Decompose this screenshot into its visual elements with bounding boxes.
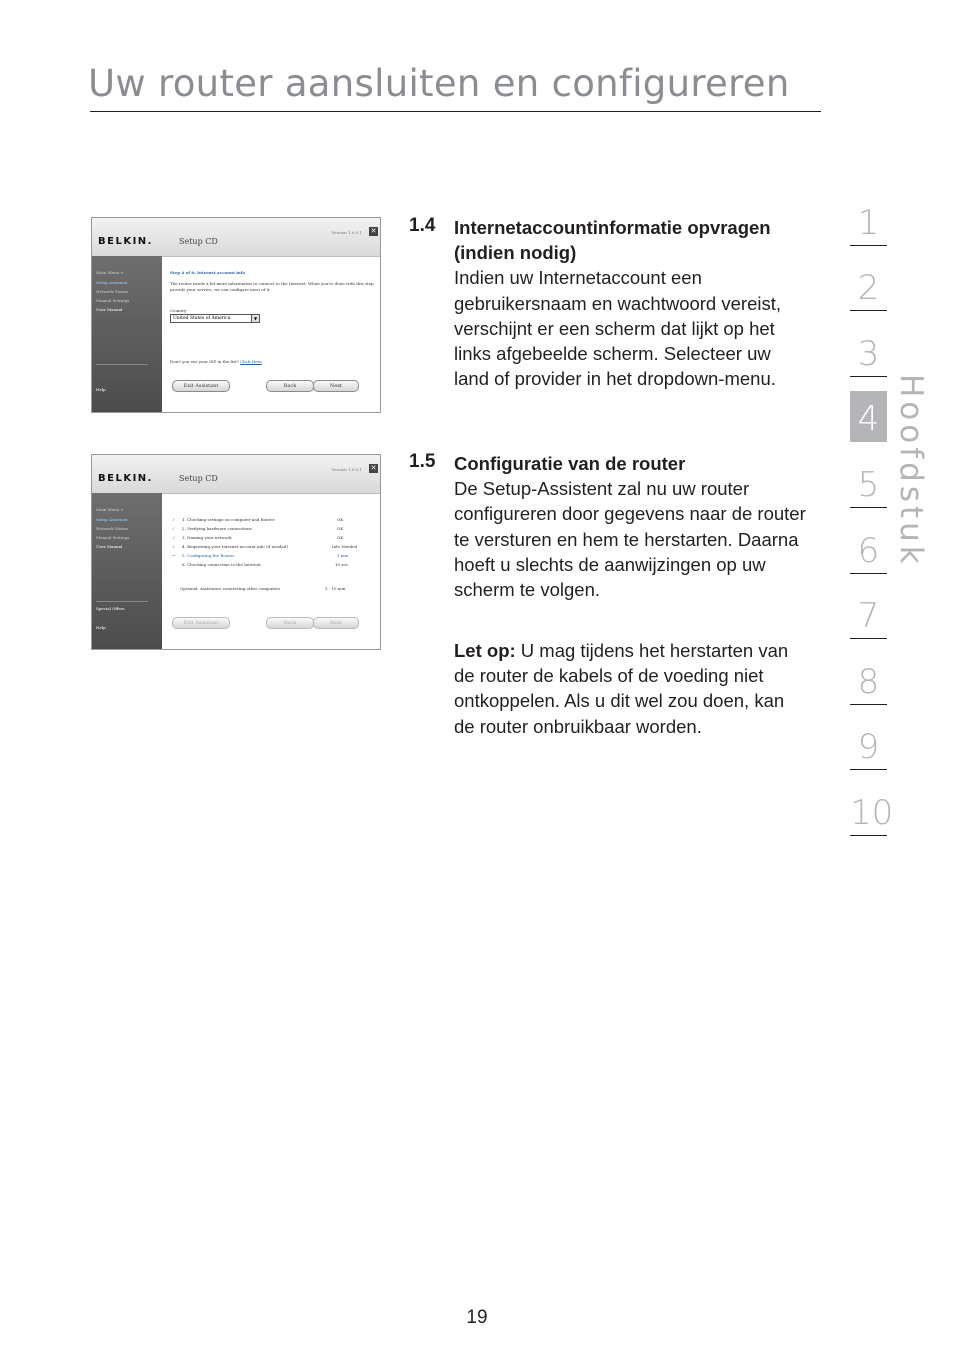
sidebar-divider bbox=[96, 364, 148, 365]
next-button[interactable]: Next bbox=[313, 380, 359, 392]
optional-step-label: Optional: Assistance connecting other computers bbox=[180, 586, 281, 591]
step-row bbox=[172, 544, 362, 549]
step-row bbox=[172, 535, 362, 540]
belkin-logo: BELKIN. bbox=[98, 236, 153, 247]
sidebar-item-setup-assistant[interactable]: Setup Assistant bbox=[96, 517, 128, 522]
sidebar bbox=[92, 256, 162, 412]
warning-note bbox=[454, 638, 809, 739]
sidebar-item-network-status[interactable]: Network Status bbox=[96, 289, 128, 294]
check-icon: ✓ bbox=[172, 544, 176, 549]
step-status: Info Needed bbox=[332, 544, 358, 549]
step-label: 5. Configuring the Router bbox=[182, 553, 235, 558]
page-title: Uw router aansluiten en configureren bbox=[88, 62, 790, 105]
back-button[interactable]: Back bbox=[266, 617, 314, 629]
step-status: OK bbox=[337, 517, 344, 522]
step-row-current bbox=[172, 553, 362, 558]
chapter-label: Hoofdstuk bbox=[893, 374, 929, 568]
optional-step-time: 5 - 15 min bbox=[325, 586, 346, 591]
check-icon: ✓ bbox=[172, 517, 176, 522]
step-status: OK bbox=[337, 526, 344, 531]
arrow-right-icon: → bbox=[172, 553, 176, 558]
chapter-tab-8[interactable]: 8 bbox=[850, 639, 887, 705]
country-select[interactable] bbox=[170, 314, 260, 323]
sidebar-item-help[interactable]: Help bbox=[96, 387, 106, 392]
intro-text: The router needs a bit more information to connect to the Internet. When you're done with this step, bbox=[170, 281, 375, 286]
title-divider bbox=[90, 111, 821, 112]
chapter-tab-4-active[interactable]: 4 bbox=[850, 377, 887, 443]
sidebar-item-user-manual[interactable]: User Manual bbox=[96, 307, 123, 312]
chevron-down-icon[interactable]: ▼ bbox=[251, 315, 259, 322]
sidebar-item-main-menu[interactable]: Main Menu > bbox=[96, 270, 124, 275]
chapter-tab-9[interactable]: 9 bbox=[850, 705, 887, 771]
check-icon: ✓ bbox=[172, 526, 176, 531]
section-internet-account bbox=[454, 215, 809, 391]
chapter-navigation bbox=[850, 180, 894, 836]
chapter-tab-10[interactable]: 10 bbox=[850, 770, 887, 836]
isp-link[interactable]: Click Here bbox=[240, 359, 262, 364]
sidebar-item-special-offers[interactable]: Special Offers bbox=[96, 606, 125, 611]
step-label: 1. Checking settings on computer and Router bbox=[182, 517, 275, 522]
close-icon[interactable]: ✕ bbox=[370, 465, 377, 472]
note-text: U mag tijdens het herstarten van de router de kabels of de voeding niet ontkoppelen. Als u dit wel zou doen, kan de router onbruikbaar worden. bbox=[454, 640, 789, 737]
page-number: 19 bbox=[466, 1307, 488, 1328]
window-header bbox=[92, 218, 380, 257]
section-router-config bbox=[454, 451, 809, 602]
section-heading: Configuratie van de router bbox=[454, 453, 686, 474]
back-button[interactable]: Back bbox=[266, 380, 314, 392]
version-label: Version 1.0.0.1 bbox=[331, 467, 362, 472]
section-number: 1.5 bbox=[409, 451, 436, 472]
sidebar-item-setup-assistant[interactable]: Setup Assistant bbox=[96, 280, 128, 285]
chapter-tab-3[interactable]: 3 bbox=[850, 311, 887, 377]
sidebar-divider bbox=[96, 601, 148, 602]
country-label: Country bbox=[170, 308, 187, 313]
step-status: 1 min bbox=[337, 553, 349, 558]
section-number: 1.4 bbox=[409, 215, 436, 236]
setup-screenshot-internet-account bbox=[91, 217, 381, 413]
section-body: De Setup-Assistent zal nu uw router configureren door gegevens naar de router te versturen en hem te herstarten. Daarna hoeft u slechts de aanwijzingen op uw scherm te volgen. bbox=[454, 478, 806, 601]
sidebar-item-manual-settings[interactable]: Manual Settings bbox=[96, 535, 130, 540]
window-title: Setup CD bbox=[179, 474, 218, 483]
intro-text-2: provide your service, we can configure most of it. bbox=[170, 287, 271, 292]
sidebar-item-network-status[interactable]: Network Status bbox=[96, 526, 128, 531]
step-label: 2. Verifying hardware connections bbox=[182, 526, 252, 531]
chapter-tab-7[interactable]: 7 bbox=[850, 574, 887, 640]
chapter-tab-6[interactable]: 6 bbox=[850, 508, 887, 574]
sidebar-item-user-manual[interactable]: User Manual bbox=[96, 544, 123, 549]
exit-assistant-button[interactable]: Exit Assistant bbox=[172, 380, 230, 392]
chapter-tab-1[interactable]: 1 bbox=[850, 180, 887, 246]
section-body: Indien uw Internetaccount een gebruikersnaam en wachtwoord vereist, verschijnt er een scherm dat lijkt op het links afgebeelde scherm. Selecteer uw land of provider in het dropdown-menu. bbox=[454, 267, 781, 390]
belkin-logo: BELKIN. bbox=[98, 473, 153, 484]
chapter-tab-2[interactable]: 2 bbox=[850, 246, 887, 312]
step-row bbox=[172, 517, 362, 522]
check-icon: ✓ bbox=[172, 535, 176, 540]
isp-question: Don't you see your ISP in the list? Click Here bbox=[170, 359, 262, 364]
setup-screenshot-configuring-router bbox=[91, 454, 381, 650]
step-status: 10 sec bbox=[335, 562, 349, 567]
assistant-content bbox=[170, 256, 376, 412]
version-label: Version 1.0.0.1 bbox=[331, 230, 362, 235]
step-label: 4. Requesting your Internet account info (if needed) bbox=[182, 544, 288, 549]
assistant-content bbox=[170, 493, 376, 649]
sidebar-item-manual-settings[interactable]: Manual Settings bbox=[96, 298, 130, 303]
step-label: 6. Checking connection to the Internet bbox=[182, 562, 261, 567]
sidebar-item-help[interactable]: Help bbox=[96, 625, 106, 630]
exit-assistant-button[interactable]: Exit Assistant bbox=[172, 617, 230, 629]
chapter-tab-5[interactable]: 5 bbox=[850, 442, 887, 508]
note-label: Let op: bbox=[454, 640, 516, 661]
sidebar-item-main-menu[interactable]: Main Menu > bbox=[96, 507, 124, 512]
step-status: OK bbox=[337, 535, 344, 540]
window-header bbox=[92, 455, 380, 494]
country-select-value: United States of America bbox=[173, 316, 231, 321]
next-button[interactable]: Next bbox=[313, 617, 359, 629]
step-row bbox=[172, 526, 362, 531]
step-label: 3. Naming your network bbox=[182, 535, 232, 540]
step-title: Step 4 of 6: Internet account info bbox=[170, 270, 246, 275]
close-icon[interactable]: ✕ bbox=[370, 228, 377, 235]
sidebar bbox=[92, 493, 162, 649]
section-heading: Internetaccountinformatie opvragen (indien nodig) bbox=[454, 217, 771, 264]
window-title: Setup CD bbox=[179, 237, 218, 246]
